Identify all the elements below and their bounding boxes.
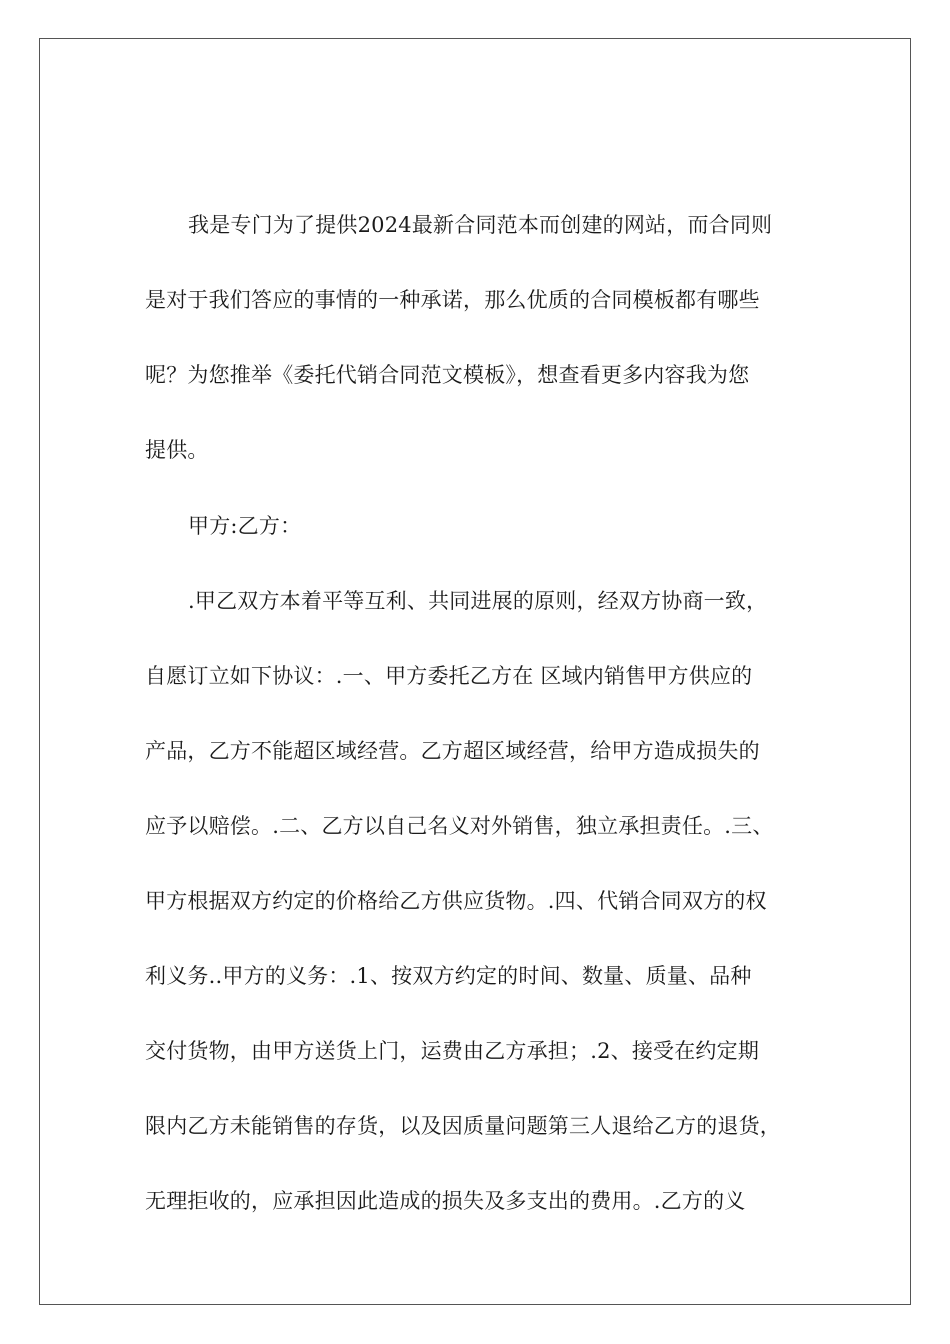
paragraph-line: 无理拒收的，应承担因此造成的损失及多支出的费用。.乙方的义: [145, 1189, 746, 1213]
paragraph-line: 自愿订立如下协议：.一、甲方委托乙方在 区域内销售甲方供应的: [145, 664, 753, 688]
paragraph-line: 应予以赔偿。.二、乙方以自己名义对外销售，独立承担责任。.三、: [145, 814, 774, 838]
party-line: 甲方:乙方：: [188, 514, 302, 538]
paragraph-line: 产品，乙方不能超区域经营。乙方超区域经营，给甲方造成损失的: [145, 739, 760, 763]
paragraph-line: 是对于我们答应的事情的一种承诺，那么优质的合同模板都有哪些: [145, 288, 760, 312]
paragraph-line: 甲方根据双方约定的价格给乙方供应货物。.四、代销合同双方的权: [145, 889, 767, 913]
paragraph-line: 交付货物，由甲方送货上门，运费由乙方承担；.2、接受在约定期: [145, 1039, 760, 1063]
paragraph-line: 呢？为您推举《委托代销合同范文模板》，想查看更多内容我为您: [145, 363, 750, 387]
paragraph-line: .甲乙双方本着平等互利、共同进展的原则，经双方协商一致，: [188, 589, 768, 613]
paragraph-line: 利义务..甲方的义务：.1、按双方约定的时间、数量、质量、品种: [145, 964, 752, 988]
paragraph-line: 提供。: [145, 438, 209, 462]
paragraph-line: 我是专门为了提供2024最新合同范本而创建的网站，而合同则: [188, 213, 773, 237]
paragraph-line: 限内乙方未能销售的存货，以及因质量问题第三人退给乙方的退货，: [145, 1114, 781, 1138]
